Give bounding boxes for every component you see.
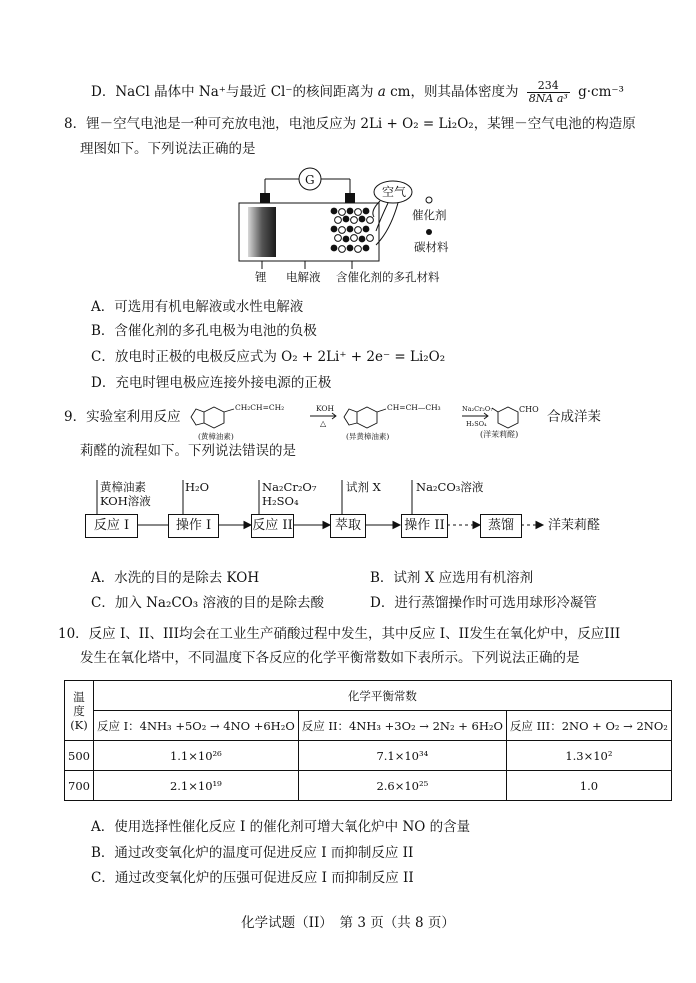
q9-stem-line2: 莉醛的流程如下。下列说法错误的是	[80, 443, 296, 459]
substituent-3: CHO	[519, 405, 539, 414]
flow-box-extraction: 萃取	[330, 514, 366, 538]
flow-input-5: Na₂CO₃溶液	[416, 480, 484, 494]
reagent-acid: H₂SO₄	[466, 420, 487, 428]
lithium-label: 锂	[255, 270, 267, 284]
col-header-reaction-1: 反应 I：4NH₃ +5O₂ → 4NO +6H₂O	[93, 711, 298, 741]
flow-input-4: 试剂 X	[346, 480, 381, 494]
q9-option-d: D．进行蒸馏操作时可选用球形冷凝管	[370, 595, 597, 611]
q7-option-d: D．NaCl 晶体中 Na⁺与最近 Cl⁻的核间距离为 a cm，则其晶体密度为 $\frac{234}{\text{8NA a³}}$ g·cm⁻³	[91, 79, 624, 105]
row-temp: 700	[65, 771, 94, 801]
q10-stem-line2: 发生在氧化塔中，不同温度下各反应的化学平衡常数如下表所示。下列说法正确的是	[80, 650, 580, 666]
q9-option-a: A．水洗的目的是除去 KOH	[91, 570, 260, 586]
carbon-legend-icon	[426, 229, 432, 235]
table-row	[65, 741, 672, 771]
reaction-scheme	[186, 396, 520, 442]
temp-header: 温 度 (K)	[65, 681, 94, 741]
heat-symbol: △	[320, 419, 327, 428]
name-piperonal: (洋茉莉醛)	[480, 430, 519, 439]
battery-diagram	[230, 165, 460, 287]
col-header-reaction-2: 反应 II：4NH₃ +3O₂ → 2N₂ + 6H₂O	[298, 711, 506, 741]
q9-option-c: C．加入 Na₂CO₃ 溶液的目的是除去酸	[91, 595, 324, 611]
flow-box-operation-2: 操作 II	[401, 514, 448, 538]
table-cell: 2.1×10¹⁹	[93, 771, 298, 801]
flow-box-distillation: 蒸馏	[480, 514, 522, 538]
q10-option-c: C．通过改变氧化炉的压强可促进反应 I 而抑制反应 II	[91, 870, 414, 886]
equilibrium-table	[64, 680, 672, 801]
q10-stem-line1: 10．反应 I、II、III均会在工业生产硝酸过程中发生，其中反应 I、II发生在氧化炉中，反应III	[58, 626, 621, 642]
q10-option-b: B．通过改变氧化炉的温度可促进反应 I 而抑制反应 II	[91, 845, 414, 861]
q9-stem-start: 9．实验室利用反应	[64, 409, 181, 425]
q10-option-a: A．使用选择性催化反应 I 的催化剂可增大氧化炉中 NO 的含量	[91, 819, 471, 835]
density-fraction: $\frac{234}{\text{8NA a³}}$	[528, 79, 568, 105]
name-isosafrole: (异黄樟油素)	[346, 432, 390, 441]
q8-stem-line2: 理图如下。下列说法正确的是	[80, 141, 256, 157]
page-footer: 化学试题（II） 第 3 页（共 8 页）	[241, 915, 455, 931]
catalyst-legend-label: 催化剂	[412, 208, 447, 222]
q8-option-b: B．含催化剂的多孔电极为电池的负极	[91, 323, 317, 339]
flow-box-reaction-2: 反应 II	[251, 514, 294, 538]
col-header-reaction-3: 反应 III：2NO + O₂ → 2NO₂	[506, 711, 671, 741]
flow-box-operation-1: 操作 I	[168, 514, 219, 538]
name-safrole: (黄樟油素)	[198, 432, 234, 441]
table-cell: 1.1×10²⁶	[93, 741, 298, 771]
table-row	[65, 771, 672, 801]
q9-stem-end: 合成洋茉	[547, 409, 601, 425]
flow-box-reaction-1: 反应 I	[85, 514, 138, 538]
carbon-legend-label: 碳材料	[414, 240, 449, 254]
substituent-1: CH₂CH=CH₂	[235, 403, 285, 412]
table-cell: 2.6×10²⁵	[298, 771, 506, 801]
group-header: 化学平衡常数	[93, 681, 671, 711]
reagent-koh: KOH	[316, 404, 335, 413]
q8-stem-line1: 8．锂－空气电池是一种可充放电池，电池反应为 2Li + O₂ = Li₂O₂，某锂－空气电池的构造原	[64, 116, 636, 132]
table-cell: 1.3×10²	[506, 741, 671, 771]
flow-input-1: 黄樟油素 KOH溶液	[100, 480, 151, 508]
porous-material-label: 含催化剂的多孔材料	[336, 270, 440, 284]
flow-input-2: H₂O	[185, 480, 210, 494]
substituent-2: CH=CH—CH₃	[387, 403, 441, 412]
q9-option-b: B．试剂 X 应选用有机溶剂	[370, 570, 534, 586]
table-cell: 7.1×10³⁴	[298, 741, 506, 771]
meter-label: G	[305, 173, 315, 187]
q8-option-a: A．可选用有机电解液或水性电解液	[91, 299, 304, 315]
flow-input-3: Na₂Cr₂O₇ H₂SO₄	[262, 480, 317, 508]
reagent-dichromate: Na₂Cr₂O₇	[462, 405, 493, 413]
air-label: 空气	[382, 185, 407, 199]
row-temp: 500	[65, 741, 94, 771]
table-cell: 1.0	[506, 771, 671, 801]
electrolyte-label: 电解液	[286, 270, 321, 284]
flow-product: 洋茉莉醛	[548, 518, 601, 533]
q8-option-d: D．充电时锂电极应连接外接电源的正极	[91, 375, 332, 391]
catalyst-legend-icon	[426, 197, 432, 203]
lithium-electrode	[248, 207, 276, 257]
q8-option-c: C．放电时正极的电极反应式为 O₂ + 2Li⁺ + 2e⁻ = Li₂O₂	[91, 349, 446, 365]
